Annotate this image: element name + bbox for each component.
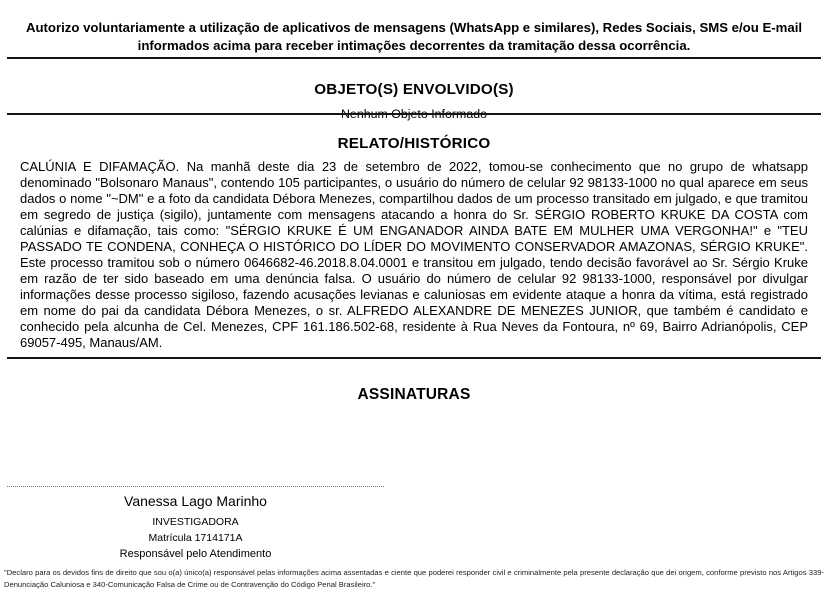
signature-dotted-line (7, 486, 384, 487)
report-section-title: RELATO/HISTÓRICO (337, 134, 491, 152)
signer-name: Vanessa Lago Marinho (124, 493, 267, 509)
authorization-statement: Autorizo voluntariamente a utilização de aplicativos de mensagens (WhatsApp e similares), Redes Sociais, SMS e/ou E-mail informados acima para receber intimações decorrentes da tramitação dessa ocorrência. (25, 20, 803, 54)
section-divider-middle (7, 113, 821, 115)
section-divider-top (7, 57, 821, 59)
signatures-section-title: ASSINATURAS (357, 385, 471, 403)
report-body-text: CALÚNIA E DIFAMAÇÃO. Na manhã deste dia 23 de setembro de 2022, tomou-se conhecimento que no grupo de whatsapp denominado "Bolsonaro Manaus", contendo 105 participantes, o usuário do número de celular 92 98133-1000 no qual aparece em seus dados o nome "~DM" e a foto da candidata Débora Menezes, compartilhou dados de um processo transitado em julgado, e que tramitou em segredo de justiça (sigilo), juntamente com mensagens atacando a honra do Sr. SÉRGIO ROBERTO KRUKE DA COSTA com calúnias e difamação, tais como: "SÉRGIO KRUKE É UM ENGANADOR AINDA BATE EM MULHER UMA VERGONHA!" e "TEU PASSADO TE CONDENA, CONHEÇA O HISTÓRICO DO LÍDER DO MOVIMENTO CONSERVADOR AMAZONAS, SÉRGIO KRUKE". Este processo tramitou sob o número 0646682-46.2018.8.04.0001 e transitou em julgado, tendo decisão favorável ao Sr. Sérgio Kruke em razão de ter sido baseado em uma denúncia falsa. O usuário do número de celular 92 98133-1000, responsável por divulgar informações desse processo sigiloso, fazendo acusações levianas e caluniosas em evidente ataque a honra da vítima, está registrado em nome do pai da candidata Débora Menezes, o sr. ALFREDO ALEXANDRE DE MENEZES JUNIOR, que também é candidato e conhecido pela alcunha de Cel. Menezes, CPF 161.186.502-68, residente à Rua Neves da Fontoura, nº 69, Bairro Adrianópolis, CEP 69057-495, Manaus/AM. (20, 159, 808, 350)
section-divider-bottom (7, 357, 821, 359)
objects-section-title: OBJETO(S) ENVOLVIDO(S) (314, 80, 514, 98)
signer-role: INVESTIGADORA (152, 516, 239, 528)
signature-block (7, 486, 384, 560)
signer-caption: Responsável pelo Atendimento (119, 548, 272, 560)
footer-declaration: "Declaro para os devidos fins de direito que sou o(a) único(a) responsável pelas informações acima assentadas e ciente que poderei responder civil e criminalmente pela presente declaração que dei origem, conforme previsto nos Artigos 339-Denunciação Caluniosa e 340-Comunicação Falsa de Crime ou de Contravenção do Código Penal Brasileiro." (4, 567, 824, 589)
signer-registration: Matrícula 1714171A (148, 532, 243, 544)
